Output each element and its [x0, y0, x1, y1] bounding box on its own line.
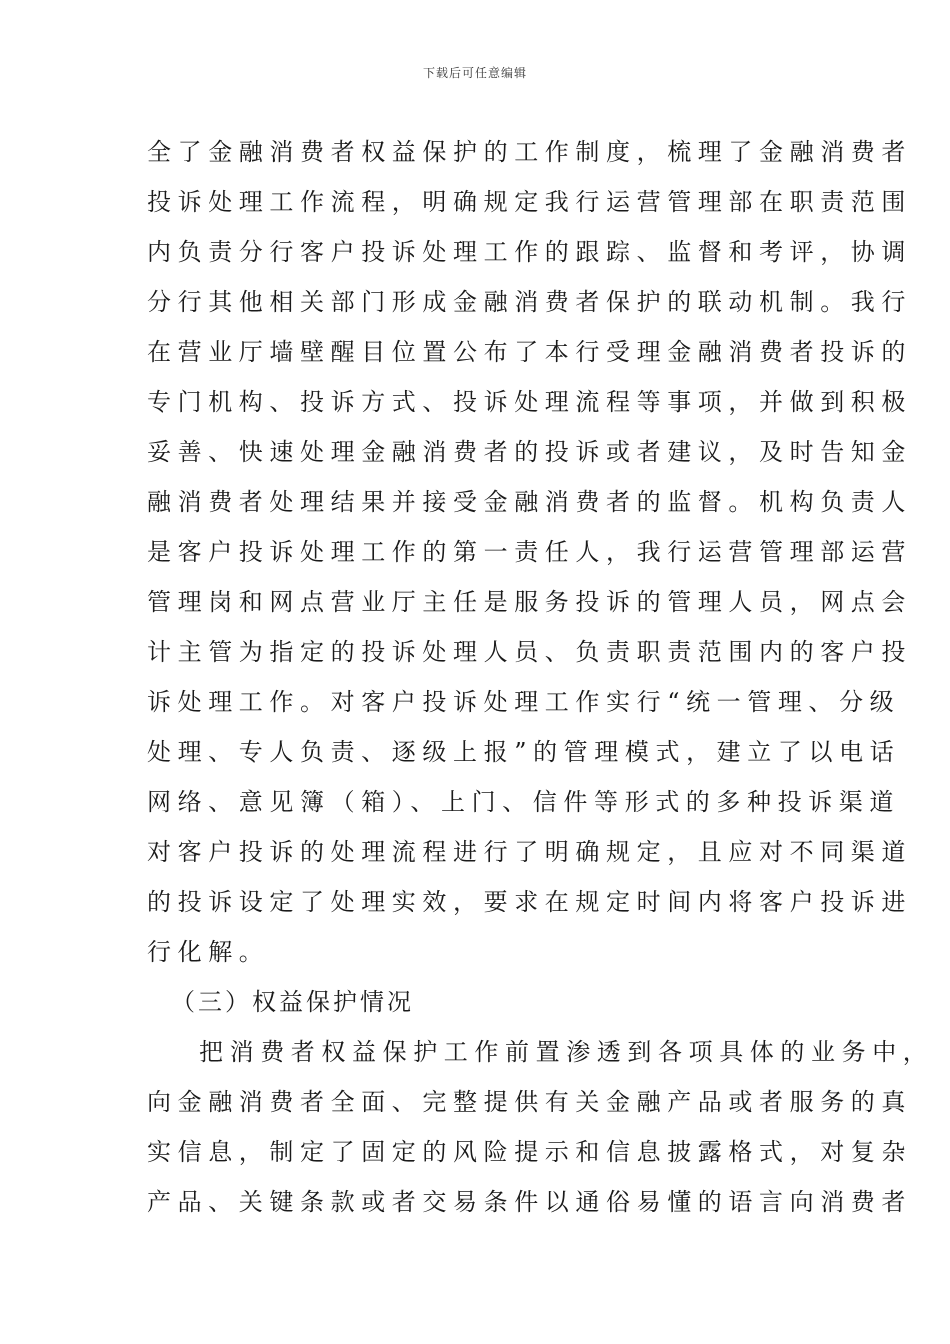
- body-line: 行化解。: [147, 938, 270, 966]
- body-line: 是客户投诉处理工作的第一责任人，我行运营管理部运营: [147, 538, 912, 566]
- body-line: 在营业厅墙壁醒目位置公布了本行受理金融消费者投诉的: [147, 338, 912, 366]
- section-heading: （三）权益保护情况: [171, 988, 414, 1016]
- body-line: 产品、关键条款或者交易条件以通俗易懂的语言向消费者: [147, 1188, 912, 1216]
- body-line: 处理、专人负责、逐级上报”的管理模式，建立了以电话: [147, 738, 901, 766]
- body-line: 网络、意见簿（箱）、上门、信件等形式的多种投诉渠道: [147, 788, 900, 816]
- body-line: 分行其他相关部门形成金融消费者保护的联动机制。我行: [147, 288, 912, 316]
- body-line: 内负责分行客户投诉处理工作的跟踪、监督和考评，协调: [147, 238, 912, 266]
- body-line: 投诉处理工作流程，明确规定我行运营管理部在职责范围: [147, 188, 912, 216]
- body-line: 实信息，制定了固定的风险提示和信息披露格式，对复杂: [147, 1138, 912, 1166]
- body-line: 诉处理工作。对客户投诉处理工作实行“统一管理、分级: [147, 688, 901, 716]
- body-line: 融消费者处理结果并接受金融消费者的监督。机构负责人: [147, 488, 912, 516]
- body-line: 专门机构、投诉方式、投诉处理流程等事项，并做到积极: [147, 388, 912, 416]
- body-line: 管理岗和网点营业厅主任是服务投诉的管理人员，网点会: [147, 588, 912, 616]
- body-line: 向金融消费者全面、完整提供有关金融产品或者服务的真: [147, 1088, 912, 1116]
- page-header: 下载后可任意编辑: [422, 66, 527, 80]
- body-line: 对客户投诉的处理流程进行了明确规定，且应对不同渠道: [147, 838, 912, 866]
- body-line: 妥善、快速处理金融消费者的投诉或者建议，及时告知金: [147, 438, 912, 466]
- body-line: 计主管为指定的投诉处理人员、负责职责范围内的客户投: [147, 638, 912, 666]
- body-line: 的投诉设定了处理实效，要求在规定时间内将客户投诉进: [147, 888, 912, 916]
- document-body: [147, 127, 934, 1227]
- body-line: 全了金融消费者权益保护的工作制度，梳理了金融消费者: [147, 138, 912, 166]
- paragraph-first-line: 把消费者权益保护工作前置渗透到各项具体的业务中，: [199, 1038, 934, 1066]
